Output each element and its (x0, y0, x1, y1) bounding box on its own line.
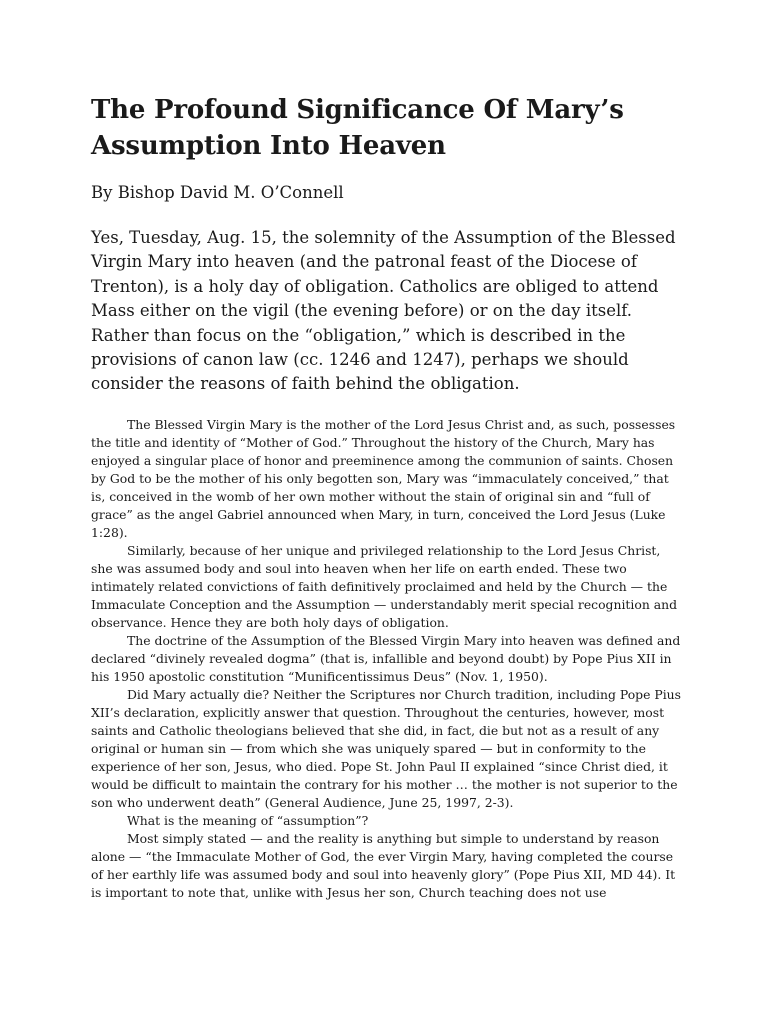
body-paragraph: What is the meaning of “assumption”? (127, 812, 369, 828)
article-body (91, 416, 681, 902)
article-title: The Profound Significance Of Mary’s Assumption Into Heaven (91, 95, 624, 161)
body-paragraph: Most simply stated — and the reality is anything but simple to understand by reason alone — “the Immaculate Mother of God, the ever Virgin Mary, having completed the course of her earthly life was assumed body and soul into heavenly glory” (Pope Pius XII, MD 44). It is important to note that, unlike with Jesus her son, Church teaching does not use (91, 830, 676, 900)
body-paragraph: Similarly, because of her unique and privileged relationship to the Lord Jesus Christ, she was assumed body and soul into heaven when her life on earth ended. These two intimately related convictions of faith definitively proclaimed and held by the Church — the Immaculate Conception and the Assumption — understandably merit special recognition and observance. Hence they are both holy days of obligation. (91, 542, 678, 630)
body-paragraph: Did Mary actually die? Neither the Scriptures nor Church tradition, including Pope Pius XII’s declaration, explicitly answer that question. Throughout the centuries, however, most saints and Catholic theologians believed that she did, in fact, die but not as a result of any original or human sin — from which she was uniquely spared — but in conformity to the experience of her son, Jesus, who died. Pope St. John Paul II explained “since Christ died, it would be difficult to maintain the contrary for his mother … the mother is not superior to the son who underwent death” (General Audience, June 25, 1997, 2-3). (91, 686, 682, 810)
article-lede: Yes, Tuesday, Aug. 15, the solemnity of the Assumption of the Blessed Virgin Mary into heaven (and the patronal feast of the Diocese of Trenton), is a holy day of obligation. Catholics are obliged to attend Mass either on the vigil (the evening before) or on the day itself. Rather than focus on the “obligation,” which is described in the provisions of canon law (cc. 1246 and 1247), perhaps we should consider the reasons of faith behind the obligation. (91, 228, 676, 394)
body-paragraph: The doctrine of the Assumption of the Blessed Virgin Mary into heaven was defined and declared “divinely revealed dogma” (that is, infallible and beyond doubt) by Pope Pius XII in his 1950 apostolic constitution “Munificentissimus Deus” (Nov. 1, 1950). (91, 632, 681, 684)
article-byline: By Bishop David M. O’Connell (91, 183, 344, 202)
body-paragraph: The Blessed Virgin Mary is the mother of the Lord Jesus Christ and, as such, possesses the title and identity of “Mother of God.” Throughout the history of the Church, Mary has enjoyed a singular place of honor and preeminence among the communion of saints. Chosen by God to be the mother of his only begotten son, Mary was “immaculately conceived,” that is, conceived in the womb of her own mother without the stain of original sin and “full of grace” as the angel Gabriel announced when Mary, in turn, conceived the Lord Jesus (Luke 1:28). (91, 416, 676, 540)
document-page (91, 92, 681, 902)
